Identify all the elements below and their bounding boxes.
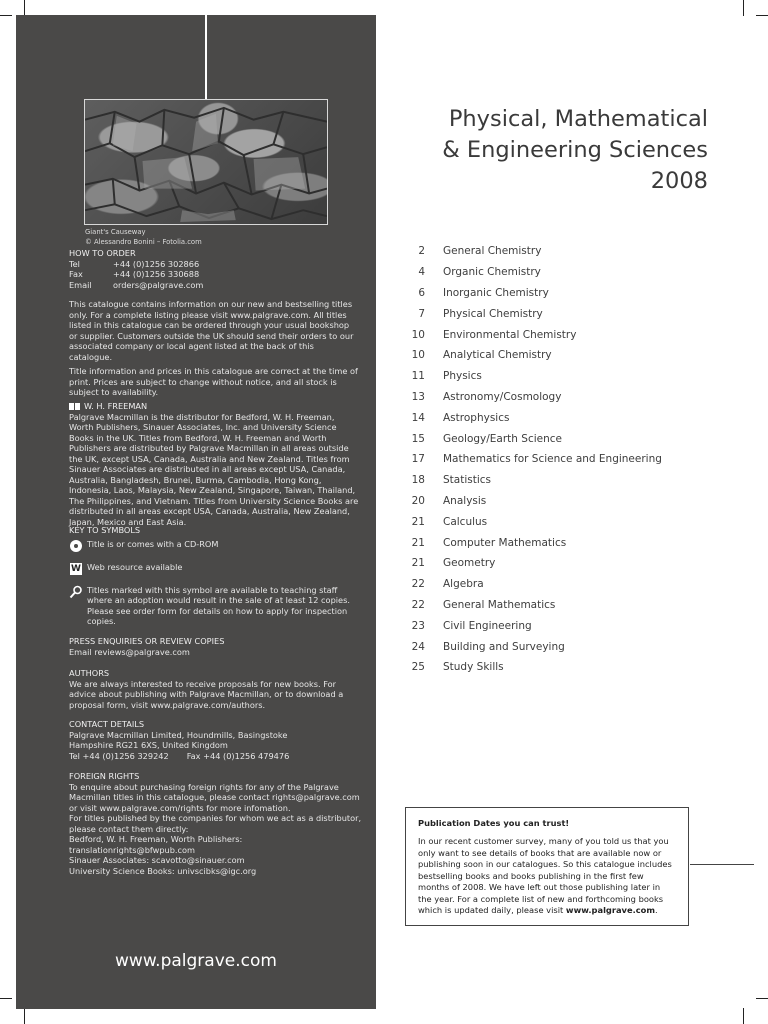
authors-section xyxy=(69,668,359,710)
toc-subject: Algebra xyxy=(443,578,484,591)
contact-tel: Tel +44 (0)1256 329242 xyxy=(69,750,169,761)
contact-address: Hampshire RG21 6XS, United Kingdom xyxy=(69,740,228,750)
toc-page-number: 10 xyxy=(411,328,425,341)
toc-item[interactable] xyxy=(400,407,730,428)
symbol-teaching-text: Titles marked with this symbol are available to teaching staff where an adoption would result in the sale of at least 12 copies. Please see order form for details on how to apply for inspection copies. xyxy=(87,584,350,626)
cover-photo xyxy=(84,99,328,225)
order-label: Fax xyxy=(69,269,83,279)
foreign-line: Bedford, W. H. Freeman, Worth Publishers: translationrights@bfwpub.com xyxy=(69,834,243,855)
toc-page-number: 14 xyxy=(411,411,425,424)
toc-item[interactable] xyxy=(400,491,730,512)
toc-item[interactable] xyxy=(400,595,730,616)
toc-subject: Inorganic Chemistry xyxy=(443,286,549,299)
table-of-contents xyxy=(400,241,730,678)
crop-mark xyxy=(24,0,25,16)
toc-item[interactable] xyxy=(400,262,730,283)
toc-item[interactable] xyxy=(400,241,730,262)
toc-page-number: 21 xyxy=(411,515,425,528)
toc-page-number: 10 xyxy=(411,349,425,362)
how-to-order-section xyxy=(69,248,369,290)
order-row-email xyxy=(69,280,369,291)
intro-paragraph: This catalogue contains information on our new and bestselling titles only. For a complete listing please visit www.palgrave.com. All titles listed in this catalogue can be ordered through your usual bookshop or supplier. Customers outside the UK should send their orders to our associated company or local agent listed at the back of this catalogue. xyxy=(69,299,354,362)
photo-caption xyxy=(85,228,202,247)
catalogue-title xyxy=(442,104,708,197)
toc-page-number: 23 xyxy=(411,619,425,632)
toc-page-number: 7 xyxy=(418,307,425,320)
crop-mark xyxy=(743,0,744,16)
toc-item[interactable] xyxy=(400,366,730,387)
toc-subject: Mathematics for Science and Engineering xyxy=(443,453,662,466)
notice-heading: Publication Dates you can trust! xyxy=(418,818,570,828)
crop-mark xyxy=(756,15,768,16)
crop-mark xyxy=(24,1008,25,1024)
toc-item[interactable] xyxy=(400,574,730,595)
toc-item[interactable] xyxy=(400,387,730,408)
toc-page-number: 17 xyxy=(411,453,425,466)
symbol-cd-text: Title is or comes with a CD-ROM xyxy=(87,538,219,549)
toc-subject: Physics xyxy=(443,370,482,383)
web-resource-icon: W xyxy=(71,563,81,574)
freeman-heading-text: W. H. FREEMAN xyxy=(84,401,148,411)
toc-item[interactable] xyxy=(400,449,730,470)
toc-item[interactable] xyxy=(400,511,730,532)
order-value: +44 (0)1256 302866 xyxy=(113,258,200,269)
toc-subject: Astrophysics xyxy=(443,411,510,424)
causeway-stones-image xyxy=(85,100,327,224)
foreign-rights-section xyxy=(69,771,369,876)
toc-subject: Geology/Earth Science xyxy=(443,432,562,445)
toc-item[interactable] xyxy=(400,283,730,304)
toc-item[interactable] xyxy=(400,636,730,657)
toc-subject: General Mathematics xyxy=(443,598,556,611)
toc-item[interactable] xyxy=(400,553,730,574)
magnifier-icon xyxy=(69,585,83,599)
toc-subject: Computer Mathematics xyxy=(443,536,567,549)
toc-subject: Statistics xyxy=(443,474,491,487)
toc-subject: Analysis xyxy=(443,494,487,507)
authors-heading: AUTHORS xyxy=(69,668,110,678)
crop-mark xyxy=(756,998,768,999)
symbols-section xyxy=(69,525,359,627)
notice-body: In our recent customer survey, many of you told us that you only want to see details of books that are available now or publishing soon in our catalogues. So this catalogue includes bestselling books and books publishing in the first few months of 2008. We have left out those publishing later in the year. For a complete list of new and forthcoming books which is updated daily, please visit xyxy=(418,836,672,916)
caption-credit: © Alessandro Bonini – Fotolia.com xyxy=(85,237,202,246)
authors-text: We are always interested to receive proposals for new books. For advice about publishing with Palgrave Macmillan, or to download a proposal form, visit www.palgrave.com/authors. xyxy=(69,678,344,710)
toc-subject: Organic Chemistry xyxy=(443,266,541,279)
crop-mark xyxy=(0,15,12,16)
toc-subject: Astronomy/Cosmology xyxy=(443,390,562,403)
foreign-heading: FOREIGN RIGHTS xyxy=(69,771,140,781)
contact-phone xyxy=(69,751,369,762)
press-heading: PRESS ENQUIRIES OR REVIEW COPIES xyxy=(69,636,225,646)
symbol-web xyxy=(69,562,359,576)
toc-page-number: 22 xyxy=(411,598,425,611)
toc-subject: Civil Engineering xyxy=(443,619,532,632)
publication-notice-box xyxy=(405,807,689,926)
panel-divider xyxy=(205,15,207,99)
foreign-line: please contact them directly: xyxy=(69,823,189,834)
toc-page-number: 4 xyxy=(418,266,425,279)
contact-fax: Fax +44 (0)1256 479476 xyxy=(186,750,290,761)
contact-address: Palgrave Macmillan Limited, Houndmills, Basingstoke xyxy=(69,729,288,740)
toc-page-number: 24 xyxy=(411,640,425,653)
notice-link[interactable]: www.palgrave.com xyxy=(565,905,655,916)
toc-subject: Analytical Chemistry xyxy=(443,349,552,362)
symbol-teaching xyxy=(69,585,359,627)
order-label: Email xyxy=(69,279,92,290)
toc-item[interactable] xyxy=(400,532,730,553)
toc-item[interactable] xyxy=(400,324,730,345)
foreign-line: Macmillan titles in this catalogue, please contact rights@palgrave.com xyxy=(69,792,360,802)
freeman-text: Palgrave Macmillan is the distributor for Bedford, W. H. Freeman, Worth Publishers, Sinauer Associates, Inc. and University Science Books in the UK. Titles from Bedford, W. H. Freeman and Worth Publishers are distributed by Palgrave Macmillan in all areas outside the UK, except USA, Canada, Australia and New Zealand. Titles from Sinauer Associates are distributed in all areas except USA, Canada, Australia, Bangladesh, Brunei, Burma, Cambodia, Hong Kong, Indonesia, Laos, Malaysia, New Zealand, Singapore, Taiwan, Thailand, The Philippines, and Vietnam. Titles from University Science Books are distributed in all areas except USA, Canada, Australia, New Zealand, Japan, Mexico and East Asia. xyxy=(69,411,359,527)
toc-item[interactable] xyxy=(400,428,730,449)
toc-page-number: 21 xyxy=(411,536,425,549)
toc-page-number: 22 xyxy=(411,578,425,591)
order-value: +44 (0)1256 330688 xyxy=(113,269,200,279)
toc-subject: Physical Chemistry xyxy=(443,307,543,320)
contact-section xyxy=(69,719,369,761)
freeman-heading xyxy=(69,401,359,412)
title-line: & Engineering Sciences xyxy=(442,137,708,163)
caption-title: Giant's Causeway xyxy=(85,228,146,236)
toc-page-number: 11 xyxy=(411,370,425,383)
foreign-line: Sinauer Associates: scavotto@sinauer.com xyxy=(69,855,245,865)
toc-subject: Study Skills xyxy=(443,661,504,674)
toc-item[interactable] xyxy=(400,470,730,491)
toc-subject: Environmental Chemistry xyxy=(443,328,577,341)
crop-mark xyxy=(0,998,12,999)
foreign-line: To enquire about purchasing foreign rights for any of the Palgrave xyxy=(69,781,339,792)
symbol-cd xyxy=(69,539,359,553)
toc-page-number: 18 xyxy=(411,474,425,487)
intro-section xyxy=(69,299,359,402)
toc-page-number: 6 xyxy=(418,286,425,299)
toc-subject: Geometry xyxy=(443,557,496,570)
press-section xyxy=(69,636,369,657)
title-line: Physical, Mathematical xyxy=(448,106,708,132)
title-year: 2008 xyxy=(650,168,708,194)
toc-subject: Calculus xyxy=(443,515,488,528)
info-panel xyxy=(16,15,376,1009)
toc-subject: Building and Surveying xyxy=(443,640,565,653)
foreign-line: or visit www.palgrave.com/rights for more infomation. xyxy=(69,802,291,813)
toc-item[interactable] xyxy=(400,303,730,324)
how-to-order-heading: HOW TO ORDER xyxy=(69,248,136,258)
toc-subject: General Chemistry xyxy=(443,245,542,258)
toc-page-number: 20 xyxy=(411,494,425,507)
toc-page-number: 21 xyxy=(411,557,425,570)
order-row-tel xyxy=(69,259,369,270)
toc-page-number: 13 xyxy=(411,390,425,403)
cd-rom-icon xyxy=(69,539,83,553)
foreign-line: University Science Books: univscibks@igc.org xyxy=(69,865,257,876)
crop-mark xyxy=(743,1008,744,1024)
order-email-link[interactable]: orders@palgrave.com xyxy=(113,279,204,290)
order-row-fax xyxy=(69,269,369,280)
toc-item[interactable] xyxy=(400,345,730,366)
notice-end: . xyxy=(655,905,658,916)
symbols-heading: KEY TO SYMBOLS xyxy=(69,525,141,535)
toc-item[interactable] xyxy=(400,615,730,636)
toc-page-number: 2 xyxy=(418,245,425,258)
website-link[interactable]: www.palgrave.com xyxy=(115,951,277,971)
freeman-section xyxy=(69,401,359,531)
press-text: Email reviews@palgrave.com xyxy=(69,646,190,657)
contact-heading: CONTACT DETAILS xyxy=(69,719,145,729)
order-label: Tel xyxy=(69,258,80,269)
notice-rule xyxy=(690,864,754,865)
toc-page-number: 25 xyxy=(411,661,425,674)
symbol-web-text: Web resource available xyxy=(87,561,183,572)
intro-paragraph: Title information and prices in this catalogue are correct at the time of print. Prices are subject to change without notice, and all stock is subject to availability. xyxy=(69,366,358,397)
freeman-logo-icon xyxy=(69,403,80,410)
toc-item[interactable] xyxy=(400,657,730,678)
toc-page-number: 15 xyxy=(411,432,425,445)
foreign-line: For titles published by the companies for whom we act as a distributor, xyxy=(69,813,362,823)
notice-text xyxy=(418,836,676,916)
